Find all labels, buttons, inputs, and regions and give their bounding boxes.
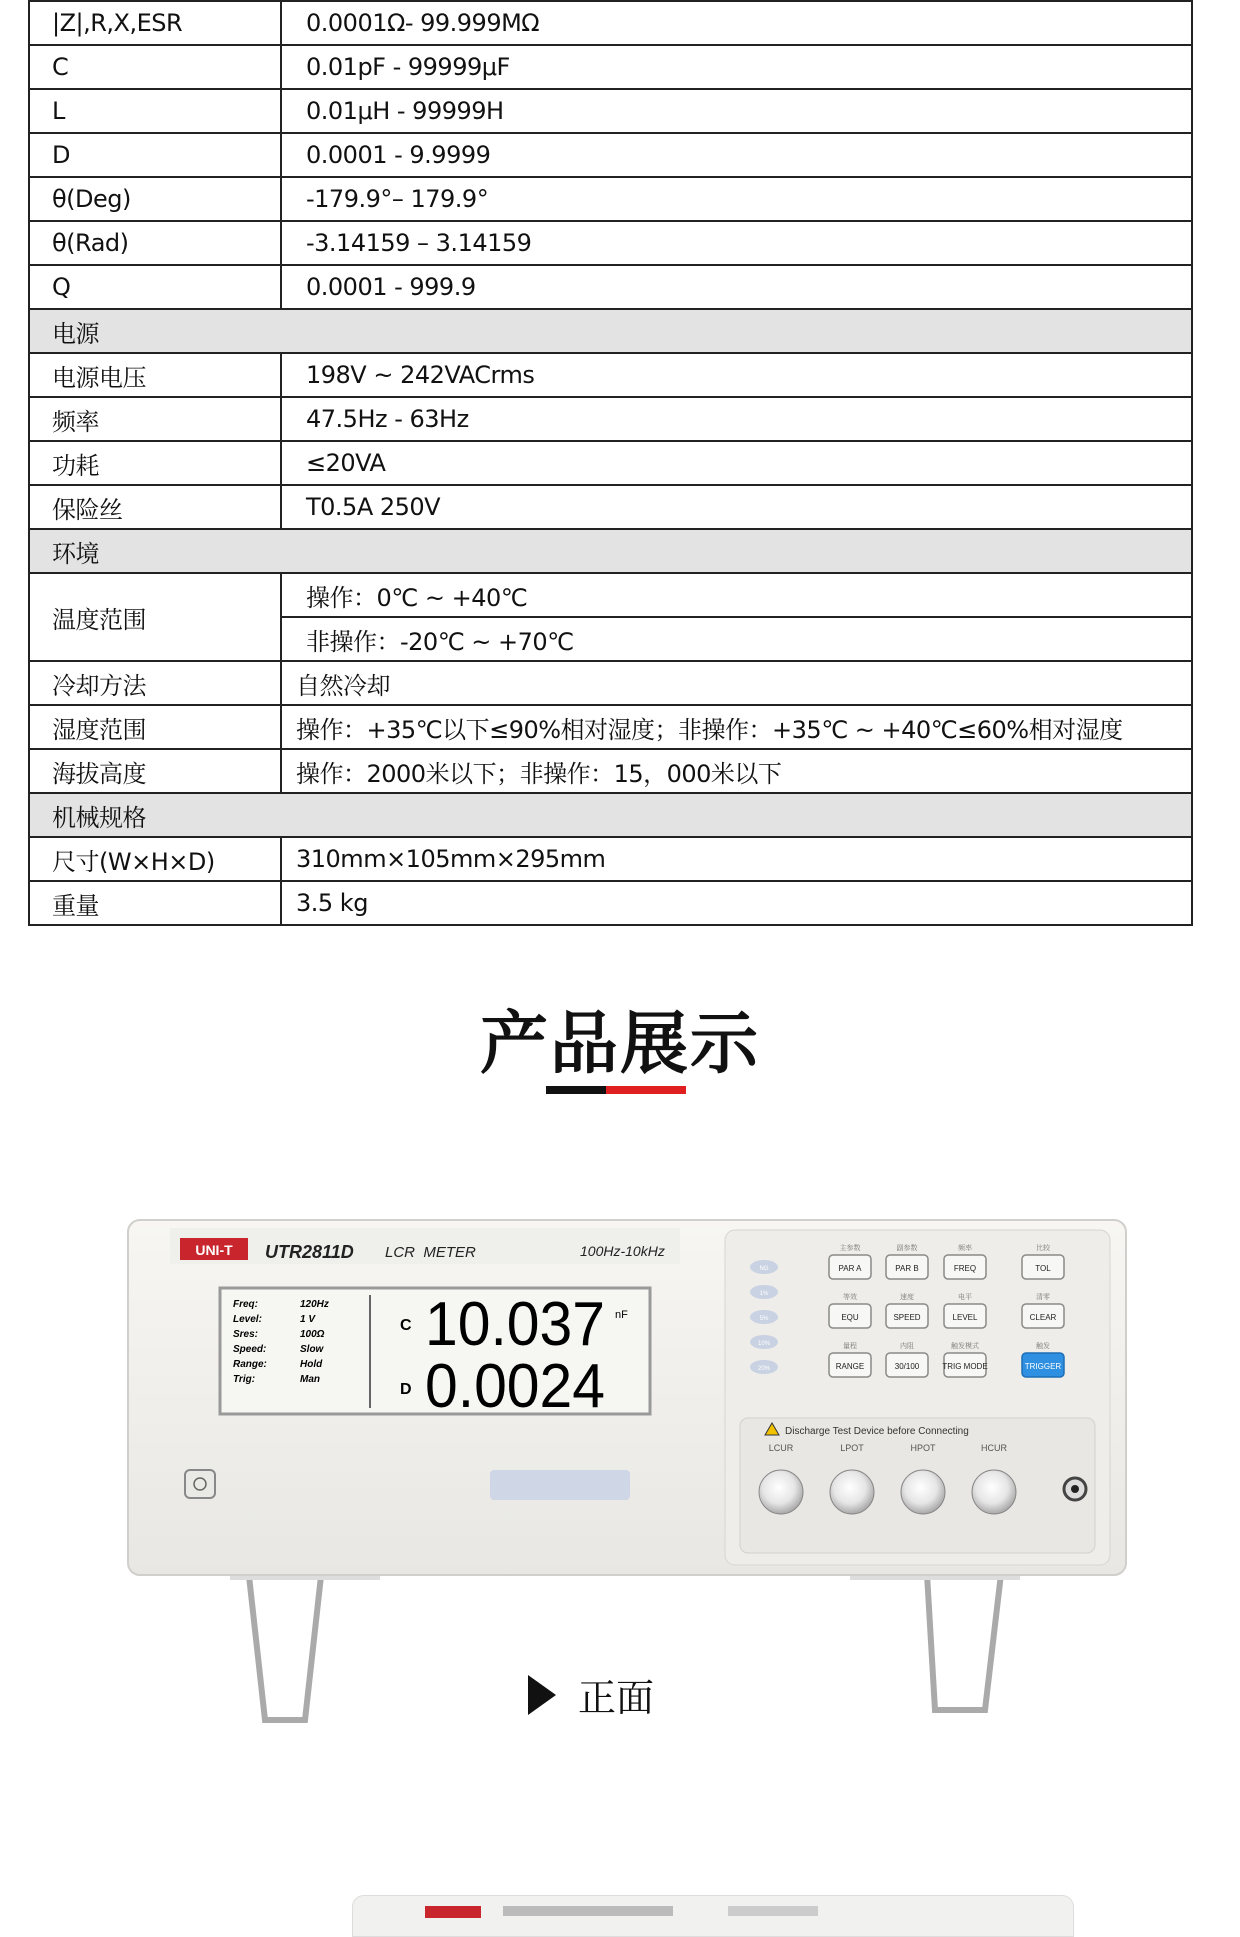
spec-key: 尺寸(W×H×D): [29, 837, 281, 881]
lcd-param-value: Slow: [300, 1344, 324, 1355]
title-underline-dark: [546, 1086, 606, 1094]
key-caption: 比较: [1036, 1245, 1050, 1252]
lcd-secondary-label: D: [400, 1381, 412, 1398]
warning-text: Discharge Test Device before Connecting: [785, 1426, 969, 1437]
spec-value: 非操作：-20℃ ~ +70℃: [281, 617, 1192, 661]
spec-key: 重量: [29, 881, 281, 925]
key-label: PAR A: [838, 1264, 862, 1273]
spec-row: [29, 177, 1192, 221]
spec-key: |Z|,R,X,ESR: [29, 1, 281, 45]
spec-value: 47.5Hz - 63Hz: [281, 397, 1192, 441]
key-caption: 副参数: [896, 1245, 918, 1252]
model-text: UTR2811D: [265, 1242, 354, 1262]
lcd-param-label: Range:: [233, 1359, 267, 1370]
status-led-label: 10%: [757, 1341, 771, 1347]
key-caption: 触发模式: [951, 1343, 979, 1350]
play-triangle-icon: [528, 1675, 556, 1715]
terminal-label: HPOT: [910, 1443, 936, 1453]
key-label: SPEED: [893, 1313, 921, 1322]
spec-key: 海拔高度: [29, 749, 281, 793]
spec-key: 温度范围: [29, 573, 281, 661]
terminal-label: LCUR: [768, 1443, 794, 1453]
spec-value: 0.0001 - 999.9: [281, 265, 1192, 309]
spec-key: θ(Rad): [29, 221, 281, 265]
status-led-label: 1%: [759, 1291, 769, 1297]
key-caption: 等效: [843, 1294, 857, 1301]
spec-row: [29, 45, 1192, 89]
spec-row: [29, 221, 1192, 265]
lcd-primary-value: 10.037: [425, 1290, 605, 1359]
spec-value: 0.0001Ω- 99.999MΩ: [281, 1, 1192, 45]
spec-row: [29, 265, 1192, 309]
spec-value: 3.5 kg: [281, 881, 1192, 925]
spec-key: 湿度范围: [29, 705, 281, 749]
status-led-label: 5%: [759, 1316, 769, 1322]
key-label: EQU: [841, 1313, 859, 1322]
spec-row: [29, 397, 1192, 441]
spec-row: [29, 441, 1192, 485]
key-label: PAR B: [895, 1264, 919, 1273]
spec-key: 功耗: [29, 441, 281, 485]
key-caption: 触发: [1036, 1343, 1050, 1350]
spec-row: [29, 353, 1192, 397]
lcd-param-label: Sres:: [233, 1329, 259, 1340]
lcd-param-value: 120Hz: [300, 1299, 329, 1310]
spec-key: D: [29, 133, 281, 177]
key-caption: 频率: [958, 1245, 972, 1252]
spec-key: 冷却方法: [29, 661, 281, 705]
key-caption: 主参数: [839, 1245, 861, 1252]
key-caption: 速度: [900, 1294, 914, 1301]
key-label: CLEAR: [1029, 1313, 1057, 1322]
lcd-param-label: Level:: [233, 1314, 262, 1325]
key-label: 30/100: [894, 1362, 920, 1371]
key-label: LEVEL: [952, 1313, 978, 1322]
key-label: FREQ: [953, 1264, 977, 1273]
spec-table: [28, 0, 1193, 926]
lcd-param-value: Hold: [300, 1359, 323, 1370]
key-label: TRIGGER: [1024, 1362, 1062, 1371]
status-led-label: NG: [759, 1266, 769, 1272]
spec-key: 保险丝: [29, 485, 281, 529]
spec-value: 198V ~ 242VACrms: [281, 353, 1192, 397]
spec-section-row: [29, 529, 1192, 573]
spec-value: ≤20VA: [281, 441, 1192, 485]
spec-value: 0.0001 - 9.9999: [281, 133, 1192, 177]
spec-row: [29, 89, 1192, 133]
front-view-caption: [528, 1667, 654, 1722]
caption-text: 正面: [578, 1676, 655, 1720]
spec-row: [29, 661, 1192, 705]
keypad: [829, 1243, 1064, 1377]
spec-value: 310mm×105mm×295mm: [281, 837, 1192, 881]
terminal-label: LPOT: [840, 1443, 864, 1453]
showcase-title: 产品展示: [479, 1005, 760, 1084]
terminal-label: HCUR: [981, 1443, 1007, 1453]
spec-row: [29, 133, 1192, 177]
lcd-secondary-value: 0.0024: [425, 1352, 605, 1421]
spec-value: 0.01pF - 99999μF: [281, 45, 1192, 89]
status-led-label: 20%: [757, 1366, 771, 1372]
spec-section-row: [29, 793, 1192, 837]
spec-value: 操作：0℃ ~ +40℃: [281, 573, 1192, 617]
spec-row: [29, 749, 1192, 793]
spec-key: 电源电压: [29, 353, 281, 397]
spec-key: C: [29, 45, 281, 89]
lcd-param-label: Speed:: [233, 1344, 267, 1355]
spec-value: 自然冷却: [281, 661, 1192, 705]
freq-range-text: 100Hz-10kHz: [580, 1243, 665, 1259]
lcd-primary-unit: nF: [615, 1309, 628, 1321]
lcd-param-label: Trig:: [233, 1374, 256, 1385]
lcd-param-value: 100Ω: [300, 1329, 325, 1340]
second-device-peek: [352, 1895, 1074, 1937]
spec-value: 操作：2000米以下；非操作：15，000米以下: [281, 749, 1192, 793]
lcd-param-value: 1 V: [300, 1314, 316, 1325]
spec-section-label: 环境: [29, 529, 1192, 573]
spec-row: [29, 573, 1192, 617]
key-caption: 清零: [1036, 1294, 1050, 1301]
key-label: RANGE: [835, 1362, 865, 1371]
spec-value: -3.14159 – 3.14159: [281, 221, 1192, 265]
key-caption: 内阻: [900, 1343, 914, 1350]
spec-row: [29, 881, 1192, 925]
spec-value: -179.9°– 179.9°: [281, 177, 1192, 221]
title-underline-red: [606, 1086, 686, 1094]
spec-key: θ(Deg): [29, 177, 281, 221]
lcd-param-label: Freq:: [233, 1299, 258, 1310]
key-caption: 电平: [958, 1294, 972, 1301]
meter-subtitle: LCR METER: [385, 1244, 476, 1261]
key-caption: 量程: [843, 1343, 857, 1350]
spec-key: L: [29, 89, 281, 133]
terminal-knob[interactable]: [972, 1470, 1016, 1514]
spec-row: [29, 837, 1192, 881]
spec-section-label: 机械规格: [29, 793, 1192, 837]
spec-section-row: [29, 309, 1192, 353]
spec-row: [29, 705, 1192, 749]
key-label: TOL: [1035, 1264, 1051, 1273]
spec-row: [29, 485, 1192, 529]
vent-grill: [490, 1470, 630, 1500]
key-label: TRIG MODE: [942, 1362, 988, 1371]
lcd-param-value: Man: [300, 1374, 320, 1385]
lcd-primary-label: C: [400, 1317, 412, 1334]
terminal-knob[interactable]: [830, 1470, 874, 1514]
spec-section-label: 电源: [29, 309, 1192, 353]
power-button: [185, 1470, 215, 1498]
terminal-knob[interactable]: [759, 1470, 803, 1514]
terminal-knob[interactable]: [901, 1470, 945, 1514]
spec-value: T0.5A 250V: [281, 485, 1192, 529]
brand-text: UNI-T: [195, 1242, 233, 1258]
spec-key: 频率: [29, 397, 281, 441]
spec-value: 0.01μH - 99999H: [281, 89, 1192, 133]
spec-value: 操作：+35℃以下≤90%相对湿度；非操作：+35℃ ~ +40℃≤60%相对湿度: [281, 705, 1192, 749]
spec-row: [29, 1, 1192, 45]
spec-key: Q: [29, 265, 281, 309]
